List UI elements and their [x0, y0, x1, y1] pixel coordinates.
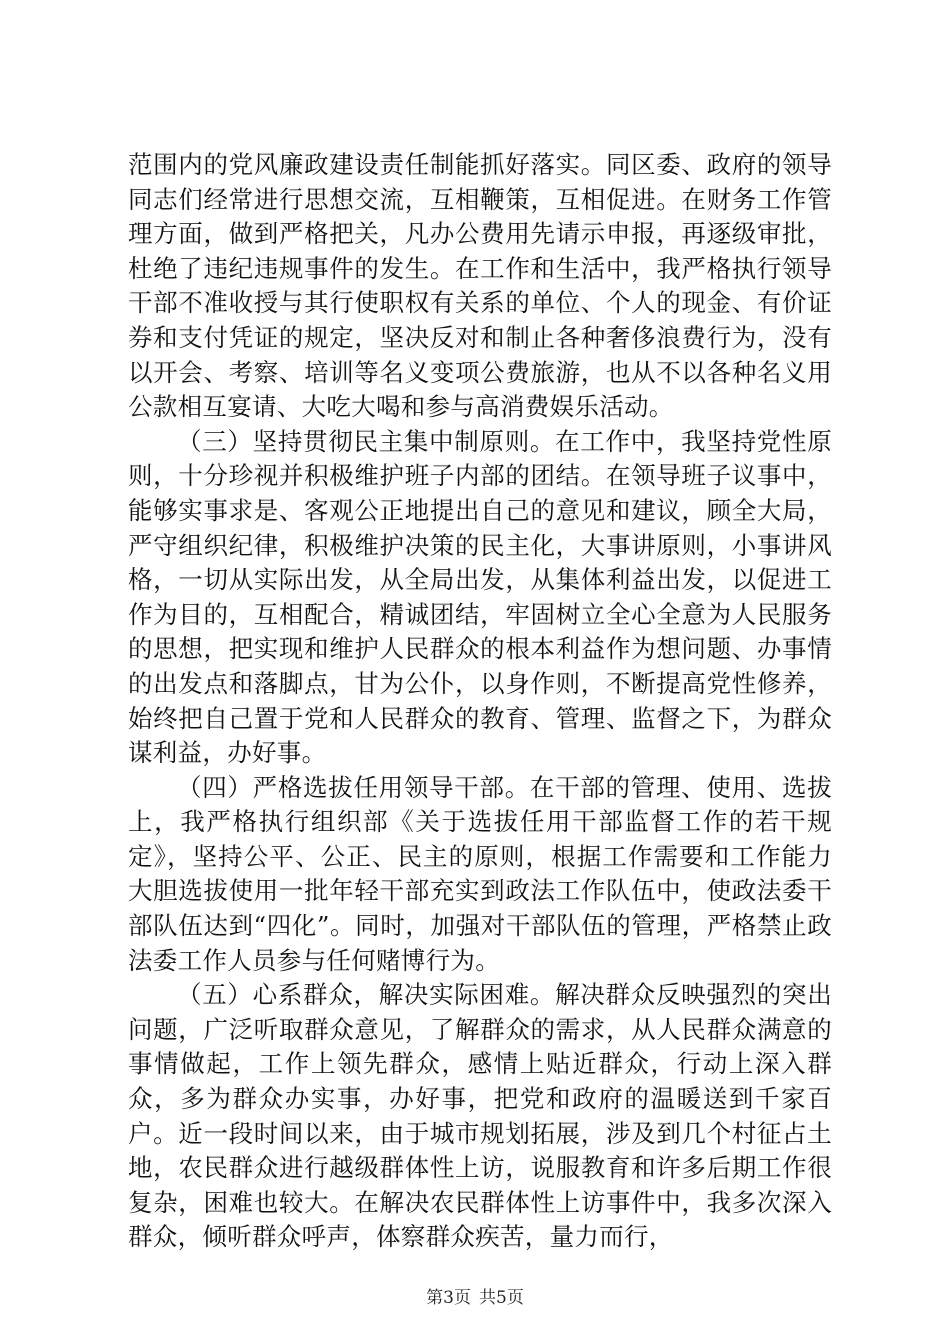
paragraph-section-4: （四）严格选拔任用领导干部。在干部的管理、使用、选拔上，我严格执行组织部《关于选拔任用干部监督工作的若干规定》，坚持公平、公正、民主的原则，根据工作需要和工作能力大胆选拔使用一批年轻干部充实到政法工作队伍中，使政法委干部队伍达到“四化”。同时，加强对干部队伍的管理，严格禁止政法委工作人员参与任何赌博行为。	[128, 772, 832, 975]
paragraph-section-3: （三）坚持贯彻民主集中制原则。在工作中，我坚持党性原则，十分珍视并积极维护班子内部的团结。在领导班子议事中，能够实事求是、客观公正地提出自己的意见和建议，顾全大局，严守组织纪律，积极维护决策的民主化，大事讲原则，小事讲风格，一切从实际出发，从全局出发，从集体利益出发，以促进工作为目的，互相配合，精诚团结，牢固树立全心全意为人民服务的思想，把实现和维护人民群众的根本利益作为想问题、办事情的出发点和落脚点，甘为公仆，以身作则，不断提高党性修养，始终把自己置于党和人民群众的教育、管理、监督之下，为群众谋利益，办好事。	[128, 426, 832, 768]
page-total: 共5页	[479, 1288, 524, 1308]
document-body	[128, 148, 832, 1255]
page-number: 第3页	[426, 1288, 471, 1308]
paragraph-continuation: 范围内的党风廉政建设责任制能抓好落实。同区委、政府的领导同志们经常进行思想交流，互相鞭策，互相促进。在财务工作管理方面，做到严格把关，凡办公费用先请示申报，再逐级审批，杜绝了违纪违规事件的发生。在工作和生活中，我严格执行领导干部不准收授与其行使职权有关系的单位、个人的现金、有价证券和支付凭证的规定，坚决反对和制止各种奢侈浪费行为，没有以开会、考察、培训等名义变项公费旅游，也从不以各种名义用公款相互宴请、大吃大喝和参与高消费娱乐活动。	[128, 150, 832, 422]
page-footer	[0, 1287, 950, 1309]
paragraph-section-5: （五）心系群众，解决实际困难。解决群众反映强烈的突出问题，广泛听取群众意见，了解群众的需求，从人民群众满意的事情做起，工作上领先群众，感情上贴近群众，行动上深入群众，多为群众办实事，办好事，把党和政府的温暖送到千家百户。近一段时间以来，由于城市规划拓展，涉及到几个村征占土地，农民群众进行越级群体性上访，说服教育和许多后期工作很复杂，困难也较大。在解决农民群体性上访事件中，我多次深入群众，倾听群众呼声，体察群众疾苦，量力而行，	[128, 980, 832, 1252]
